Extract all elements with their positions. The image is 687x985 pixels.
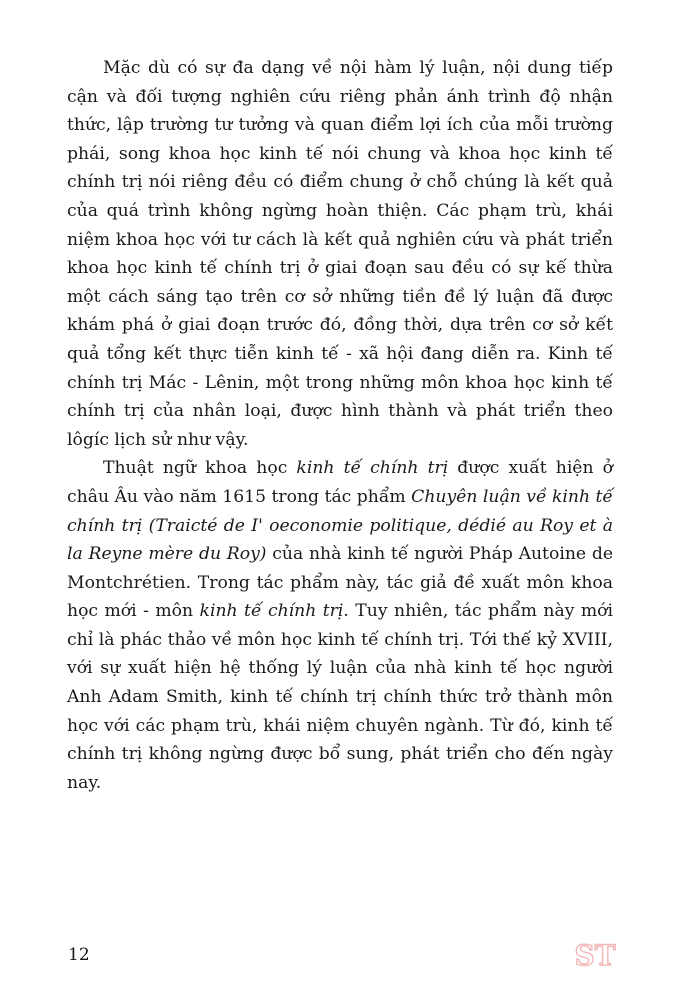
- italic-term: kinh tế chính trị: [296, 458, 449, 479]
- paragraph-text: Thuật ngữ khoa học: [103, 458, 297, 479]
- italic-book-title: Chuyên luận về kinh tế chính trị (Traicté de I' oeconomie politique, dédié au Roy et à la Reyne mère du Roy): [67, 486, 614, 565]
- paragraph-2: [67, 454, 613, 797]
- page-body: [67, 54, 613, 797]
- paragraph-text: của nhà kinh tế người Pháp Autoine de Montchrétien. Trong tác phẩm này, tác giả đề xuất môn khoa học mới - môn: [67, 544, 613, 622]
- publisher-logo-icon: [574, 936, 616, 972]
- paragraph-text: . Tuy nhiên, tác phẩm này mới chỉ là phác thảo về môn học kinh tế chính trị. Tới thế kỷ XVIII, với sự xuất hiện hệ thống lý luận của nhà kinh tế học người Anh Adam Smith, kinh tế chính trị chính thức trở thành môn học với các phạm trù, khái niệm chuyên ngành. Từ đó, kinh tế chính trị không ngừng được bổ sung, phát triển cho đến ngày nay.: [67, 601, 614, 793]
- italic-term: kinh tế chính trị: [199, 601, 344, 622]
- svg-text:ST: ST: [574, 939, 616, 972]
- paragraph-text: Mặc dù có sự đa dạng về nội hàm lý luận, nội dung tiếp cận và đối tượng nghiên cứu riêng phản ánh trình độ nhận thức, lập trường tư tưởng và quan điểm lợi ích của mỗi trường phái, song khoa học kinh tế nói chung và khoa học kinh tế chính trị nói riêng đều có điểm chung ở chỗ chúng là kết quả của quá trình không ngừng hoàn thiện. Các phạm trù, khái niệm khoa học với tư cách là kết quả nghiên cứu và phát triển khoa học kinh tế chính trị ở giai đoạn sau đều có sự kế thừa một cách sáng tạo trên cơ sở những tiền đề lý luận đã được khám phá ở giai đoạn trước đó, đồng thời, dựa trên cơ sở kết quả tổng kết thực tiễn kinh tế - xã hội đang diễn ra. Kinh tế chính trị Mác - Lênin, một trong những môn khoa học kinh tế chính trị của nhân loại, được hình thành và phát triển theo lôgíc lịch sử như vậy.: [67, 58, 613, 450]
- paragraph-1: [67, 54, 613, 454]
- page-number: 12: [68, 945, 90, 965]
- paragraph-text: được xuất hiện ở châu Âu vào năm 1615 trong tác phẩm: [67, 458, 613, 507]
